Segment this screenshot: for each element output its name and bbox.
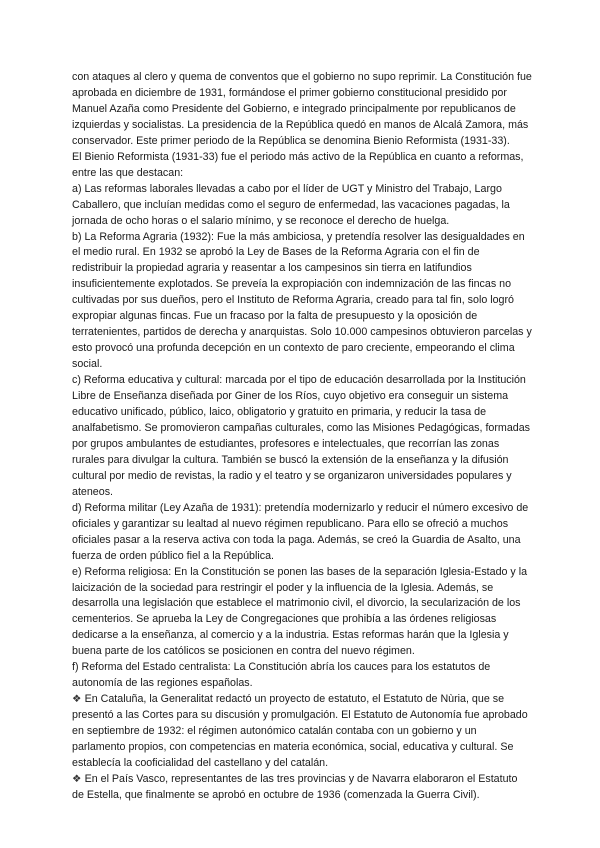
paragraph-centralist-reform: f) Reforma del Estado centralista: La Constitución abría los cauces para los estatutos de autonomía de las regiones españolas. — [72, 661, 491, 690]
bullet-item-pais-vasco — [72, 772, 532, 804]
diamond-bullet-icon: ❖ — [72, 693, 82, 706]
diamond-bullet-icon: ❖ — [72, 772, 82, 785]
paragraph-religious-reform: e) Reforma religiosa: En la Constitución se ponen las bases de la separación Iglesia-Estado y la laicización de la sociedad para restringir el poder y la influencia de la Iglesia. Además, se desarrolla una legislación que establece el matrimonio civil, el divorcio, la secularización de los cementerios. Se aprueba la Ley de Congregaciones que prohibía a las órdenes religiosas dedicarse a la enseñanza, al comercio y a la industria. Estas reformas harán que la Iglesia y buena parte de los católicos se posicionen en contra del nuevo régimen. — [72, 565, 528, 658]
bullet-text-cataluna: En Cataluña, la Generalitat redactó un proyecto de estatuto, el Estatuto de Nùria, que se presentó a las Cortes para su discusión y promulgación. El Estatuto de Autonomía fue aprobado en septiembre de 1932: el régimen autonómico catalán contaba con un gobierno y un parlamento propios, con competencias en materia económica, social, educativa y cultural. Se establecía la cooficialidad del castellano y del catalán. — [72, 693, 528, 769]
paragraph-agrarian-reform: b) La Reforma Agraria (1932): Fue la más ambiciosa, y pretendía resolver las desigualdades en el medio rural. En 1932 se aprobó la Ley de Bases de la Reforma Agraria con el fin de redistribuir la propiedad agraria y reasentar a los campesinos sin tierra en latifundios insuficientemente explotados. Se preveía la expropiación con indemnización de las fincas no cultivadas por sus dueños, pero el Instituto de Reforma Agraria, creado para tal fin, solo logró expropiar algunas fincas. Fue un fracaso por la falta de presupuesto y la oposición de terratenientes, partidos de derecha y anarquistas. Solo 10.000 campesinos obtuvieron parcelas y esto provocó una profunda decepción en un contexto de paro creciente, empeorando el clima social. — [72, 230, 532, 371]
bullet-item-cataluna — [72, 692, 532, 772]
bullet-text-pais-vasco: En el País Vasco, representantes de las tres provincias y de Navarra elaboraron el Estatuto de Estella, que finalmente se aprobó en octubre de 1936 (comenzada la Guerra Civil). — [72, 772, 518, 801]
paragraph-educational-reform: c) Reforma educativa y cultural: marcada por el tipo de educación desarrollada por la Institución Libre de Enseñanza diseñada por Giner de los Ríos, cuyo objetivo era conseguir un sistema educativo unificado, público, laico, obligatorio y gratuito en primaria, y reducir la tasa de analfabetismo. Se promovieron campañas culturales, como las Misiones Pedagógicas, formadas por grupos ambulantes de estudiantes, profesores e intelectuales, que recorrían las zonas rurales para divulgar la cultura. También se buscó la extensión de la enseñanza y la difusión cultural por medio de revistas, la radio y el teatro y se organizaron universidades populares y ateneos. — [72, 374, 531, 498]
document-page — [72, 70, 532, 804]
paragraph-military-reform: d) Reforma militar (Ley Azaña de 1931): pretendía modernizarlo y reducir el número excesivo de oficiales y garantizar su lealtad al nuevo régimen republicano. Para ello se ofreció a muchos oficiales pasar a la reserva activa con toda la paga. Además, se creó la Guardia de Asalto, una fuerza de orden público fiel a la República. — [72, 501, 529, 562]
paragraph-labor-reforms: a) Las reformas laborales llevadas a cabo por el líder de UGT y Ministro del Trabajo, Largo Caballero, que incluían medidas como el seguro de enfermedad, las vacaciones pagadas, la jornada de ocho horas o el salario mínimo, y se reconoce el derecho de huelga. — [72, 182, 510, 227]
paragraph-constitution: con ataques al clero y quema de conventos que el gobierno no supo reprimir. La Constitución fue aprobada en diciembre de 1931, formándose el primer gobierno constitucional presidido por Manuel Azaña como Presidente del Gobierno, e integrado principalmente por republicanos de izquierdas y socialistas. La presidencia de la República quedó en manos de Alcalá Zamora, más conservador. Este primer periodo de la República se denomina Bienio Reformista (1931-33). — [72, 71, 532, 147]
paragraph-bienio-intro: El Bienio Reformista (1931-33) fue el periodo más activo de la República en cuanto a reformas, entre las que destacan: — [72, 150, 524, 179]
